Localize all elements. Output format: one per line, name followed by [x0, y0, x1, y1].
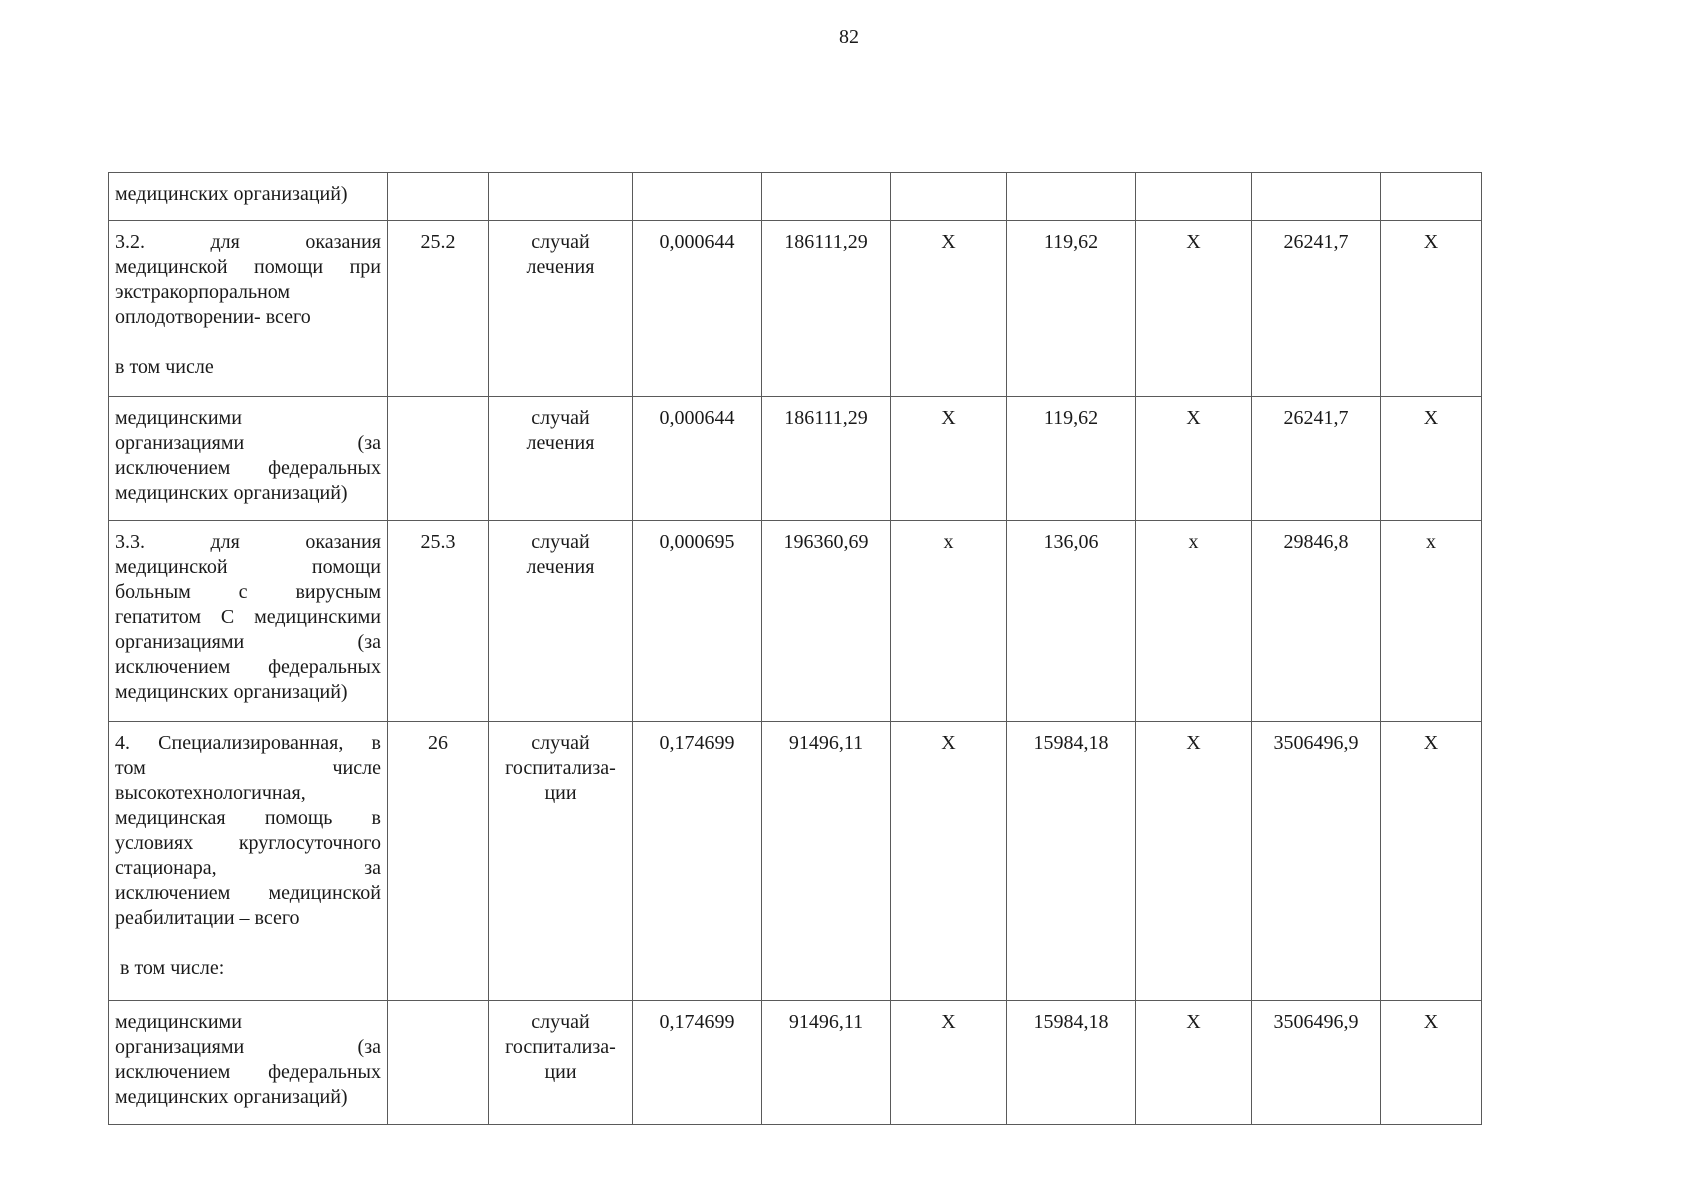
row-number-cell: 26: [388, 722, 489, 1001]
volume-cell: 0,174699: [633, 722, 762, 1001]
cost-cell: [762, 173, 891, 221]
x-mark-cell: X: [891, 722, 1007, 1001]
indicator-name-line: реабилитации – всего: [115, 907, 300, 929]
indicator-name-line: организациями (за: [115, 432, 381, 454]
x-mark-cell: X: [1381, 1001, 1482, 1125]
indicator-name-line: медицинской помощи при: [115, 256, 381, 278]
x-mark-cell: X: [1136, 221, 1252, 397]
page-number: 82: [839, 26, 859, 48]
table-row: [109, 1001, 1482, 1125]
row-number-cell: 25.2: [388, 221, 489, 397]
indicator-name-cell: [109, 221, 388, 397]
indicator-name-line: медицинских организаций): [115, 681, 348, 703]
per-capita-cell: 136,06: [1007, 521, 1136, 722]
unit-line: случай: [531, 1011, 590, 1033]
x-mark-cell: x: [891, 521, 1007, 722]
unit-cell: [489, 1001, 633, 1125]
volume-cell: 0,000644: [633, 221, 762, 397]
indicator-subnote: в том числе:: [115, 957, 225, 979]
indicator-name-line: медицинская помощь в: [115, 807, 381, 829]
x-mark-cell: X: [1381, 722, 1482, 1001]
unit-line: ции: [544, 782, 577, 804]
cost-cell: 196360,69: [762, 521, 891, 722]
total-cell: 29846,8: [1252, 521, 1381, 722]
indicator-name-line: 3.3. для оказания: [115, 531, 381, 553]
data-table: [108, 172, 1482, 1125]
total-cell: 26241,7: [1252, 221, 1381, 397]
indicator-name-line: экстракорпоральном: [115, 281, 291, 303]
unit-cell: [489, 722, 633, 1001]
indicator-name-cell: [109, 1001, 388, 1125]
unit-line: лечения: [526, 432, 595, 454]
x-mark-cell: [1381, 173, 1482, 221]
x-mark-cell: [891, 173, 1007, 221]
cost-cell: 186111,29: [762, 221, 891, 397]
row-number-cell: [388, 173, 489, 221]
indicator-name-line: гепатитом С медицинскими: [115, 606, 381, 628]
per-capita-cell: 119,62: [1007, 397, 1136, 521]
spacer: [115, 330, 381, 355]
unit-line: ции: [544, 1061, 577, 1083]
total-cell: 26241,7: [1252, 397, 1381, 521]
indicator-name-cell: [109, 173, 388, 221]
total-cell: 3506496,9: [1252, 722, 1381, 1001]
indicator-name-line: медицинскими: [115, 407, 242, 429]
x-mark-cell: x: [1381, 521, 1482, 722]
indicator-name-line: стационара, за: [115, 857, 381, 879]
indicator-name-cell: [109, 521, 388, 722]
volume-cell: 0,174699: [633, 1001, 762, 1125]
volume-cell: [633, 173, 762, 221]
x-mark-cell: X: [891, 1001, 1007, 1125]
indicator-name-line: медицинских организаций): [115, 183, 348, 205]
unit-line: госпитализа-: [505, 1036, 616, 1058]
indicator-name-line: исключением медицинской: [115, 882, 381, 904]
indicator-name-line: 3.2. для оказания: [115, 231, 381, 253]
x-mark-cell: x: [1136, 521, 1252, 722]
x-mark-cell: X: [891, 221, 1007, 397]
indicator-name-line: медицинскими: [115, 1011, 242, 1033]
table-row: [109, 397, 1482, 521]
table-row: [109, 722, 1482, 1001]
indicator-name-line: высокотехнологичная,: [115, 782, 306, 804]
indicator-name-line: организациями (за: [115, 631, 381, 653]
volume-cell: 0,000695: [633, 521, 762, 722]
unit-line: случай: [531, 732, 590, 754]
row-number-cell: [388, 397, 489, 521]
indicator-name-line: организациями (за: [115, 1036, 381, 1058]
unit-line: лечения: [526, 556, 595, 578]
total-cell: [1252, 173, 1381, 221]
x-mark-cell: X: [1136, 397, 1252, 521]
unit-line: случай: [531, 231, 590, 253]
unit-line: случай: [531, 531, 590, 553]
unit-cell: [489, 397, 633, 521]
per-capita-cell: 119,62: [1007, 221, 1136, 397]
unit-line: случай: [531, 407, 590, 429]
total-cell: 3506496,9: [1252, 1001, 1381, 1125]
unit-cell: [489, 221, 633, 397]
row-number-cell: [388, 1001, 489, 1125]
indicator-name-line: медицинской помощи: [115, 556, 381, 578]
per-capita-cell: [1007, 173, 1136, 221]
unit-line: лечения: [526, 256, 595, 278]
indicator-name-line: условиях круглосуточного: [115, 832, 381, 854]
indicator-name-line: оплодотворении- всего: [115, 306, 311, 328]
table-row: [109, 221, 1482, 397]
indicator-name-line: том числе: [115, 757, 381, 779]
indicator-name-line: исключением федеральных: [115, 1061, 381, 1083]
unit-cell: [489, 173, 633, 221]
unit-line: госпитализа-: [505, 757, 616, 779]
per-capita-cell: 15984,18: [1007, 1001, 1136, 1125]
x-mark-cell: X: [1136, 722, 1252, 1001]
indicator-subnote: в том числе: [115, 356, 214, 378]
per-capita-cell: 15984,18: [1007, 722, 1136, 1001]
cost-cell: 91496,11: [762, 722, 891, 1001]
x-mark-cell: X: [1136, 1001, 1252, 1125]
indicator-name-line: медицинских организаций): [115, 482, 348, 504]
table-row: [109, 521, 1482, 722]
indicator-name-line: 4. Специализированная, в: [115, 732, 381, 754]
unit-cell: [489, 521, 633, 722]
x-mark-cell: [1136, 173, 1252, 221]
indicator-name-line: исключением федеральных: [115, 656, 381, 678]
x-mark-cell: X: [1381, 221, 1482, 397]
spacer: [115, 931, 381, 956]
indicator-name-line: исключением федеральных: [115, 457, 381, 479]
x-mark-cell: X: [1381, 397, 1482, 521]
indicator-name-line: медицинских организаций): [115, 1086, 348, 1108]
indicator-name-cell: [109, 722, 388, 1001]
row-number-cell: 25.3: [388, 521, 489, 722]
cost-cell: 186111,29: [762, 397, 891, 521]
cost-cell: 91496,11: [762, 1001, 891, 1125]
indicator-name-cell: [109, 397, 388, 521]
volume-cell: 0,000644: [633, 397, 762, 521]
indicator-name-line: больным с вирусным: [115, 581, 381, 603]
table-row: [109, 173, 1482, 221]
x-mark-cell: X: [891, 397, 1007, 521]
